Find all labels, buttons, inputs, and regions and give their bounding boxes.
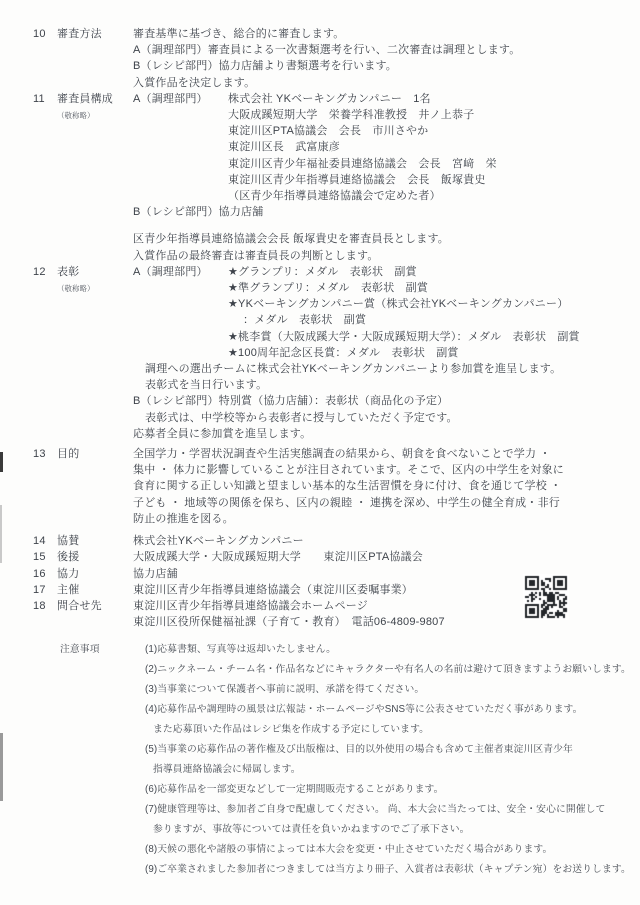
item-number: 11 <box>33 92 45 105</box>
item-label-text: 目的 <box>57 448 80 461</box>
notes-label: 注意事項 <box>60 644 100 656</box>
item-label <box>57 533 133 549</box>
honorific-note: （敬称略） <box>57 284 95 294</box>
content-line: 全国学力・学習状況調査や生活実態調査の結果から、朝食を食べないことで学力 ・ <box>133 448 551 461</box>
item-label <box>57 598 133 614</box>
content-line: 審査基準に基づき、総合的に審査します。 <box>133 28 345 40</box>
content-line: 食育に関する正しい知識と望ましい基本的な生活習慣を身に付け、食を通じて学校 ・ <box>133 480 562 493</box>
qr-code <box>523 574 569 620</box>
content-line: （区青少年指導員連絡協議会で定めた者） <box>228 190 441 203</box>
content-line: 東淀川区役所保健福祉課（子育て・教育） 電話06-4809-9807 <box>133 616 445 629</box>
item-label-text: 表彰 <box>57 265 80 278</box>
content-line: 表彰式を当日行います。 <box>145 379 268 392</box>
item-label-text: 審査方法 <box>57 28 102 40</box>
item-row <box>0 91 640 264</box>
content-line: ★100周年記念区長賞：メダル 表彰状 副賞 <box>228 346 459 359</box>
note-line: (6)応募作品を一部変更などして一定期間販売することがあります。 <box>145 784 444 796</box>
item-label-text: 審査員構成 <box>57 92 113 105</box>
item-label-text: 協賛 <box>57 535 80 548</box>
item-row <box>0 446 640 527</box>
content-line: 協力店舗 <box>133 567 178 580</box>
note-line: (4)応募作品や調理時の風景は広報誌・ホームページやSNS等に公表させていただく事があります。 <box>145 704 583 716</box>
content-line: B（レシピ部門）協力店舗より書類選考を行います。 <box>133 60 397 73</box>
content-line: 入賞作品を決定します。 <box>133 76 256 89</box>
content-line: ★桃李賞（大阪成蹊大学・大阪成蹊短期大学）：メダル 表彰状 副賞 <box>228 330 580 343</box>
content-line <box>133 91 640 107</box>
content-line: 防止の推進を図る。 <box>133 512 234 525</box>
content-line: B（レシピ部門）特別賞（協力店舗）：表彰状（商品化の予定） <box>133 395 449 408</box>
notes-section <box>0 640 640 880</box>
item-label-text: 主催 <box>57 583 80 596</box>
item-number: 17 <box>33 583 46 596</box>
item-content <box>133 26 640 91</box>
content-line: 調理への選出チームに株式会社YKベーキングカンパニーより参加賞を進呈します。 <box>145 363 562 376</box>
item-number: 16 <box>33 567 46 580</box>
item-content <box>133 533 640 549</box>
line-subcolumn: A（調理部門） <box>133 92 208 105</box>
content-line: 東淀川区青少年指導員連絡協議会ホームページ <box>133 599 368 612</box>
note-line: (5)当事業の応募作品の著作権及び出版権は、目的以外使用の場合も含めて主催者東淀川区青少年 <box>145 744 573 756</box>
note-line: (1)応募書類、写真等は返却いたしません。 <box>145 644 337 656</box>
content-line: 集中 ・ 体力に影響していることが注目されています。そこで、区内の中学生を対象に <box>133 464 565 477</box>
content-line: 大阪成蹊短期大学 栄養学科准教授 井ノ上恭子 <box>228 109 475 122</box>
content-line: 大阪成蹊大学・大阪成蹊短期大学 東淀川区PTA協議会 <box>133 551 423 564</box>
scan-artifact <box>0 505 2 563</box>
content-line: ★YKベーキングカンパニー賞（株式会社YKベーキングカンパニー） <box>228 298 569 311</box>
content-line: A（調理部門）審査員による一次書類選考を行い、二次審査は調理とします。 <box>133 44 521 57</box>
content-line: 東淀川区PTA協議会 会長 市川さやか <box>228 125 429 138</box>
note-line: 参りますが、事故等については責任を負いかねますのでご了承下さい。 <box>153 824 470 836</box>
item-label <box>57 264 133 297</box>
note-line: (8)天候の悪化や諸般の事情によっては本大会を変更・中止させていただく場合があります。 <box>145 844 553 856</box>
item-label <box>57 582 133 598</box>
notes-content <box>145 640 640 880</box>
note-line: (3)当事業について保護者へ事前に説明、承諾を得てください。 <box>145 684 425 696</box>
content-line: 応募者全員に参加賞を進呈します。 <box>133 427 312 440</box>
content-line: 表彰式は、中学校等から表彰者に授与していただく予定です。 <box>145 411 458 424</box>
scan-artifact <box>0 452 3 472</box>
content-line: 東淀川区青少年指導員連絡協議会 会長 飯塚貴史 <box>228 173 486 186</box>
scan-artifact <box>0 733 3 801</box>
item-label-text: 問合せ先 <box>57 599 102 612</box>
item-label-text: 協力 <box>57 567 80 580</box>
item-number: 12 <box>33 265 46 278</box>
item-row <box>0 533 640 549</box>
content-line: 入賞作品の最終審査は審査員長の判断とします。 <box>133 249 379 262</box>
content-line: B（レシピ部門）協力店舗 <box>133 206 264 219</box>
content-line: 子ども ・ 地域等の関係を保ち、区内の親睦 ・ 連携を深め、中学生の健全育成・非行 <box>133 496 560 509</box>
note-line: (7)健康管理等は、参加者ご自身で配慮してください。 尚、本大会に当たっては、安全・安心に開催して <box>145 804 606 816</box>
content-line: 東淀川区青少年福祉委員連絡協議会 会長 宮﨑 栄 <box>228 157 497 170</box>
item-number: 18 <box>33 599 46 612</box>
item-label-text: 後援 <box>57 551 80 564</box>
item-label <box>57 549 133 565</box>
item-number: 13 <box>33 448 46 461</box>
item-row <box>0 549 640 565</box>
honorific-note: （敬称略） <box>57 111 95 121</box>
item-number: 15 <box>33 551 46 564</box>
item-label <box>57 91 133 124</box>
content-line: ★準グランプリ：メダル 表彰状 副賞 <box>228 282 429 295</box>
note-line: 指導員連絡協議会に帰属します。 <box>153 764 301 776</box>
note-line: (9)ご卒業されました参加者につきましては当方より冊子、入賞者は表彰状（キャプテン宛）をお送りします。 <box>145 864 631 876</box>
content-line: 株式会社YKベーキングカンパニー <box>133 535 304 548</box>
content-line <box>133 264 640 280</box>
line-subcolumn: A（調理部門） <box>133 265 208 278</box>
line-text: 株式会社 YKベーキングカンパニー 1名 <box>228 92 431 105</box>
item-content <box>133 549 640 565</box>
note-line: (2)ニックネーム・チーム名・作品名などにキャラクターや有名人の名前は避けて頂きますようお願いします。 <box>145 664 631 676</box>
item-label <box>57 26 133 42</box>
content-line: 東淀川区長 武富康彦 <box>228 141 340 154</box>
item-row <box>0 26 640 91</box>
item-content <box>133 91 640 264</box>
item-label <box>57 446 133 462</box>
item-label <box>57 566 133 582</box>
item-number: 10 <box>33 28 46 40</box>
content-line: ：メダル 表彰状 副賞 <box>243 314 367 327</box>
content-line: 東淀川区青少年指導員連絡協議会（東淀川区委嘱事業） <box>133 583 413 596</box>
item-content <box>133 264 640 442</box>
items-container <box>0 26 640 630</box>
line-text: ★グランプリ：メダル 表彰状 副賞 <box>228 265 417 278</box>
note-line: また応募頂いた作品はレシピ集を作成する予定にしています。 <box>153 724 430 736</box>
item-number: 14 <box>33 535 46 548</box>
content-line: 区青少年指導員連絡協議会会長 飯塚貴史を審査員長とします。 <box>133 233 449 246</box>
item-content <box>133 446 640 527</box>
item-row <box>0 264 640 442</box>
